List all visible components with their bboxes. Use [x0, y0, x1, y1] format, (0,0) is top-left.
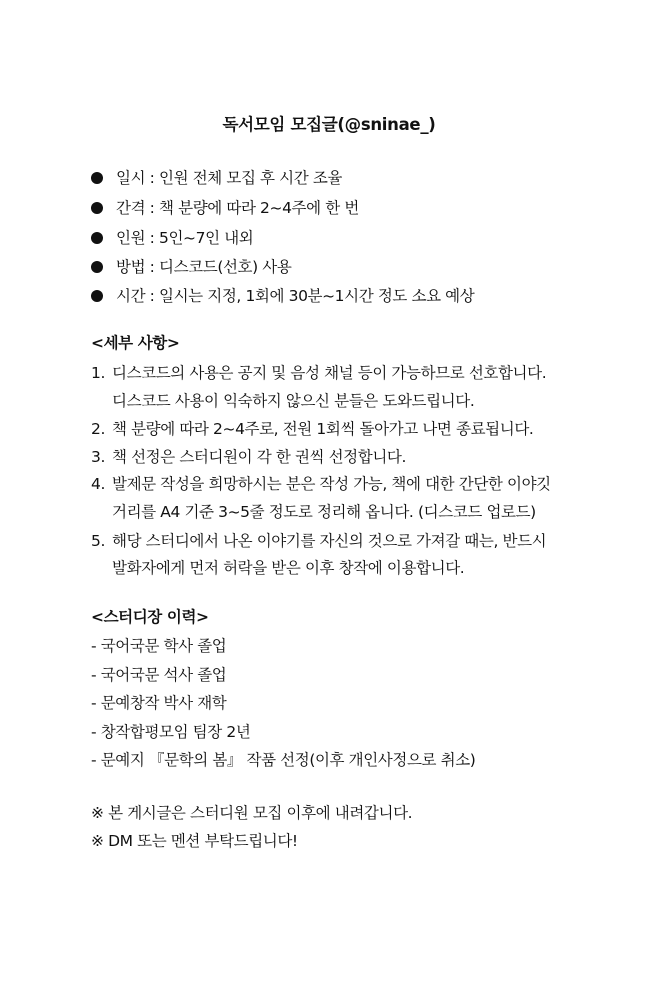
bullet-icon: [91, 290, 103, 302]
info-item-time: 시간 : 일시는 지정, 1회에 30분~1시간 정도 소요 예상: [116, 287, 475, 305]
info-item-method: 방법 : 디스코드(선호) 사용: [116, 258, 292, 276]
detail-number: 4.: [91, 475, 105, 493]
bullet-icon: [91, 172, 103, 184]
note-item: ※ 본 게시글은 스터디원 모집 이후에 내려갑니다.: [91, 804, 413, 822]
detail-number: 1.: [91, 364, 105, 382]
detail-item-1-line2: 디스코드 사용이 익숙하지 않으신 분들은 도와드립니다.: [112, 392, 475, 410]
info-item-members: 인원 : 5인~7인 내외: [116, 229, 254, 247]
history-item: - 문예창작 박사 재학: [91, 694, 227, 712]
details-heading: <세부 사항>: [91, 334, 180, 352]
detail-item-4-line2: 거리를 A4 기준 3~5줄 정도로 정리해 옵니다. (디스코드 업로드): [112, 503, 536, 521]
page-title: 독서모임 모집글(@sninae_): [222, 115, 436, 134]
history-item: - 창작합평모임 팀장 2년: [91, 723, 251, 741]
detail-number: 3.: [91, 448, 105, 466]
history-item: - 국어국문 학사 졸업: [91, 637, 227, 655]
detail-item-5-line1: 해당 스터디에서 나온 이야기를 자신의 것으로 가져갈 때는, 반드시: [112, 532, 547, 550]
detail-number: 5.: [91, 532, 105, 550]
detail-item-1-line1: 디스코드의 사용은 공지 및 음성 채널 등이 가능하므로 선호합니다.: [112, 364, 547, 382]
note-item: ※ DM 또는 멘션 부탁드립니다!: [91, 832, 298, 850]
history-item: - 문예지 『문학의 봄』 작품 선정(이후 개인사정으로 취소): [91, 751, 476, 769]
bullet-icon: [91, 232, 103, 244]
detail-item-4-line1: 발제문 작성을 희망하시는 분은 작성 가능, 책에 대한 간단한 이야깃: [112, 475, 551, 493]
bullet-icon: [91, 202, 103, 214]
detail-number: 2.: [91, 420, 105, 438]
info-item-interval: 간격 : 책 분량에 따라 2~4주에 한 번: [116, 199, 359, 217]
history-heading: <스터디장 이력>: [91, 608, 209, 626]
detail-item-3-line1: 책 선정은 스터디원이 각 한 권씩 선정합니다.: [112, 448, 407, 466]
detail-item-2-line1: 책 분량에 따라 2~4주로, 전원 1회씩 돌아가고 나면 종료됩니다.: [112, 420, 534, 438]
info-item-schedule: 일시 : 인원 전체 모집 후 시간 조율: [116, 169, 342, 187]
bullet-icon: [91, 261, 103, 273]
detail-item-5-line2: 발화자에게 먼저 허락을 받은 이후 창작에 이용합니다.: [112, 559, 465, 577]
history-item: - 국어국문 석사 졸업: [91, 666, 227, 684]
